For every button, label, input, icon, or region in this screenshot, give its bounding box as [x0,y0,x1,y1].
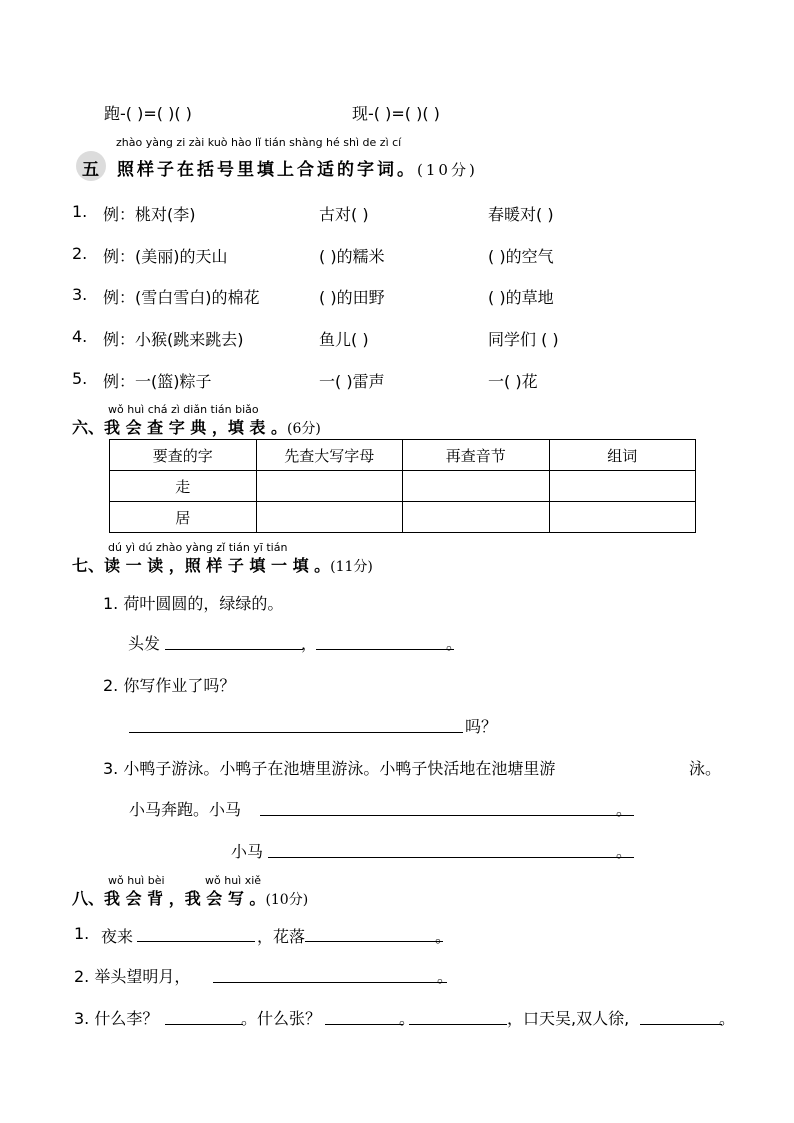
s7-q1-comma: ， [301,634,318,653]
top-line-right: 现-( )=( )( ) [352,104,440,123]
s5-row2-blank-b: ( )的糯米 [319,247,385,266]
s5-row1-example: 例：桃对(李) [103,205,196,224]
section8-score: (10分) [265,892,309,908]
s8-l3-a: 3. 什么李？ [74,1009,159,1028]
s5-row3-num: 3. [72,285,88,304]
s7-q2-end: 吗？ [465,717,498,736]
s5-row1-blank-c: 春暖对( ) [488,205,554,224]
table-cell-blank[interactable] [549,471,696,502]
s7-q3-blank-a[interactable] [260,815,634,816]
s8-l3-c: 。 [399,1009,416,1028]
s7-q1: 1. 荷叶圆圆的，绿绿的。 [103,594,284,613]
s8-l1-a: 夜来 [101,927,134,946]
s8-l3-blank-2[interactable] [325,1024,403,1025]
section8-title [72,886,308,909]
section8-pinyin-b: wǒ huì xiě [205,874,262,887]
dictionary-table [109,439,696,533]
s7-q3-blank-b[interactable] [268,857,634,858]
s8-l3-end: 。 [719,1009,736,1028]
table-cell-blank[interactable] [549,502,696,533]
table-row [110,471,696,502]
table-cell-blank[interactable] [256,471,403,502]
section5-pinyin: zhào yàng zi zài kuò hào lǐ tián shàng hé shì de zì cí [116,136,402,149]
s5-row5-num: 5. [72,369,88,388]
section6-pinyin: wǒ huì chá zì diǎn tián biǎo [108,403,259,416]
s7-q2: 2. 你写作业了吗？ [103,676,236,695]
s5-row1-blank-b: 古对( ) [319,205,369,224]
s5-row4-example: 例：小猴(跳来跳去) [103,330,244,349]
s5-row4-num: 4. [72,327,88,346]
s8-l3-blank-4[interactable] [640,1024,722,1025]
s5-row5-example: 例：一(篮)粽子 [103,372,212,391]
table-cell-blank[interactable] [256,502,403,533]
s7-q3-line-b: 小马 [231,842,264,861]
s7-q3-period-a: 。 [616,800,633,819]
s7-q3-line-a: 小马奔跑。小马 [129,800,242,819]
s5-row2-blank-c: ( )的空气 [488,247,554,266]
s8-l2: 2. 举头望明月， [74,967,191,986]
table-header: 先查大写字母 [256,440,403,471]
s7-q3-period-b: 。 [616,842,633,861]
section5-score: (10分) [417,161,478,179]
s8-l1-blank-1[interactable] [137,941,255,942]
s8-l3-blank-1[interactable] [165,1024,243,1025]
table-header-row [110,440,696,471]
s7-q1-prefix: 头发 [128,634,161,653]
s7-q1-blank-2[interactable] [316,649,454,650]
s7-q3: 3. 小鸭子游泳。小鸭子在池塘里游泳。小鸭子快活地在池塘里游 [103,759,556,778]
s7-q3-tail: 泳。 [689,759,722,778]
s5-row2-num: 2. [72,244,88,263]
s8-l2-end: 。 [437,967,454,986]
table-cell-char: 居 [110,502,257,533]
s8-l3-d: ，口天吴,双人徐, [507,1009,630,1028]
section7-pinyin: dú yì dú zhào yàng zǐ tián yī tián [108,541,288,554]
table-header: 组词 [549,440,696,471]
s5-row4-blank-c: 同学们 ( ) [488,330,559,349]
s8-l2-blank[interactable] [213,982,447,983]
section5-number: 五 [82,160,100,180]
s8-l1-end: 。 [435,927,452,946]
s5-row3-blank-c: ( )的草地 [488,288,554,307]
s8-l1-blank-2[interactable] [305,941,443,942]
section7-title [72,553,373,576]
table-cell-blank[interactable] [403,502,550,533]
section6-score: (6分) [287,421,321,437]
table-cell-char: 走 [110,471,257,502]
s5-row3-blank-b: ( )的田野 [319,288,385,307]
table-header: 要查的字 [110,440,257,471]
table-cell-blank[interactable] [403,471,550,502]
table-header: 再查音节 [403,440,550,471]
section7-title-text: 七、读 一 读 ，照 样 子 填 一 填 。 [72,556,331,575]
section8-pinyin-a: wǒ huì bèi [108,874,165,887]
s5-row2-example: 例：(美丽)的天山 [103,247,228,266]
section7-score: (11分) [330,559,373,575]
section5-title-text: 照样子在括号里填上合适的字词。 [117,160,417,180]
section6-title [72,415,321,438]
section5-title [117,155,478,180]
s8-l1-num: 1. [74,924,90,943]
s8-l3-b: 。什么张？ [241,1009,322,1028]
s8-l3-blank-3[interactable] [409,1024,507,1025]
s5-row4-blank-b: 鱼儿( ) [319,330,369,349]
table-row [110,502,696,533]
s5-row3-example: 例：(雪白雪白)的棉花 [103,288,260,307]
s7-q1-blank-1[interactable] [165,649,303,650]
s7-q1-end: 。 [446,634,463,653]
s8-l1-b: ，花落 [257,927,306,946]
s7-q2-blank[interactable] [129,732,463,733]
s5-row5-blank-c: 一( )花 [488,372,538,391]
s5-row5-blank-b: 一( )雷声 [319,372,385,391]
top-line-left: 跑-( )=( )( ) [104,104,192,123]
section8-title-text: 八、我 会 背 ，我 会 写 。 [72,889,266,908]
s5-row1-num: 1. [72,202,88,221]
section6-title-text: 六、我 会 查 字 典 ，填 表 。 [72,418,287,437]
